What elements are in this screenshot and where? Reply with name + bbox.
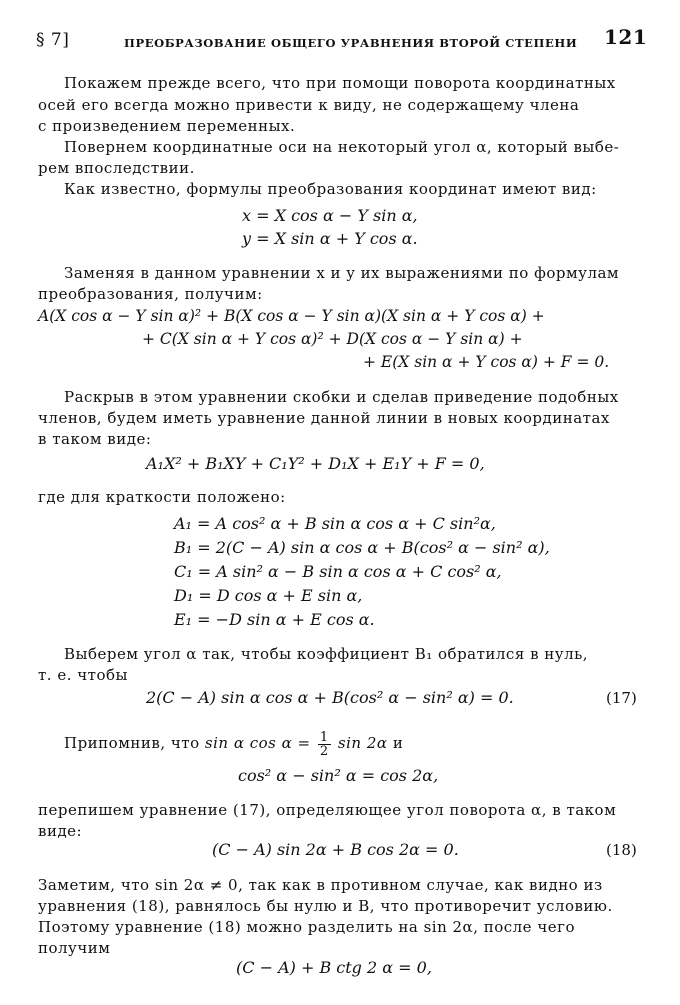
p5-line-1: Раскрыв в этом уравнении скобки и сделав приведение подобных [64, 388, 619, 406]
p2-line-1: Повернем координатные оси на некоторый угол α, который выбе- [64, 138, 620, 156]
eq-coeff-b1: B₁ = 2(C − A) sin α cos α + B(cos² α − sin² α), [174, 538, 550, 557]
p2-line-2: рем впоследствии. [38, 159, 195, 177]
eq-substituted-line-1: A(X cos α − Y sin α)² + B(X cos α − Y sin α)(X sin α + Y cos α) + [38, 307, 545, 325]
p4-line-2: преобразования, получим: [38, 285, 263, 303]
section-marker: § 7] [36, 30, 70, 50]
eq-coeff-c1: C₁ = A sin² α − B sin α cos α + C cos² α, [174, 562, 502, 581]
p1-line-3: с произведением переменных. [38, 117, 296, 135]
p10-line-4: получим [38, 939, 111, 957]
eq-17: 2(C − A) sin α cos α + B(cos² α − sin² α) = 0. [146, 688, 514, 707]
eq-17-number: (17) [606, 689, 637, 707]
eq-transform-x: x = X cos α − Y sin α, [242, 206, 418, 225]
eq-18-number: (18) [606, 841, 637, 859]
eq-cos-double-angle: cos² α − sin² α = cos 2α, [238, 766, 439, 785]
eq-substituted-line-2: + C(X sin α + Y cos α)² + D(X cos α − Y sin α) + [142, 330, 523, 348]
p5-line-3: в таком виде: [38, 430, 152, 448]
eq-new-coordinates: A₁X² + B₁XY + C₁Y² + D₁X + E₁Y + F = 0, [146, 454, 485, 473]
running-title: ПРЕОБРАЗОВАНИЕ ОБЩЕГО УРАВНЕНИЯ ВТОРОЙ СТЕПЕНИ [124, 36, 578, 50]
p4-line-1: Заменяя в данном уравнении x и y их выражениями по формулам [64, 264, 620, 282]
p7-line-2: т. е. чтобы [38, 666, 128, 684]
eq-transform-y: y = X sin α + Y cos α. [242, 229, 418, 248]
p7-line-1: Выберем угол α так, чтобы коэффициент B₁ обратился в нуль, [64, 645, 589, 663]
eq-coeff-a1: A₁ = A cos² α + B sin α cos α + C sin²α, [174, 514, 496, 533]
p8-conj: и [392, 734, 404, 752]
fraction-numerator: 1 [319, 729, 329, 745]
p1-line-2: осей его всегда можно привести к виду, не содержащему члена [38, 96, 580, 114]
p8-line [64, 728, 403, 758]
eq-substituted-line-3: + E(X sin α + Y cos α) + F = 0. [363, 353, 610, 371]
half-fraction [318, 731, 331, 758]
p8-rhs: sin 2α [337, 734, 388, 752]
p1-line-1: Покажем прежде всего, что при помощи поворота координатных [64, 74, 616, 92]
p6-line: где для краткости положено: [38, 488, 286, 506]
p8-lead: Припомнив, что [64, 734, 200, 752]
eq-18: (C − A) sin 2α + B cos 2α = 0. [212, 840, 459, 859]
eq-coeff-e1: E₁ = −D sin α + E cos α. [174, 610, 375, 629]
p10-line-2: уравнения (18), равнялось бы нулю и B, что противоречит условию. [38, 897, 613, 915]
p8-lhs: sin α cos α = [204, 734, 311, 752]
p5-line-2: членов, будем иметь уравнение данной линии в новых координатах [38, 409, 610, 427]
eq-coeff-d1: D₁ = D cos α + E sin α, [174, 586, 363, 605]
fraction-denominator: 2 [319, 743, 329, 759]
p9-line-1: перепишем уравнение (17), определяющее угол поворота α, в таком [38, 801, 617, 819]
p10-line-3: Поэтому уравнение (18) можно разделить на sin 2α, после чего [38, 918, 576, 936]
page-number: 121 [604, 25, 648, 49]
p9-line-2: виде: [38, 822, 83, 840]
p3-line: Как известно, формулы преобразования координат имеют вид: [64, 180, 597, 198]
p10-line-1: Заметим, что sin 2α ≠ 0, так как в противном случае, как видно из [38, 876, 603, 894]
eq-final: (C − A) + B ctg 2 α = 0, [236, 958, 432, 977]
